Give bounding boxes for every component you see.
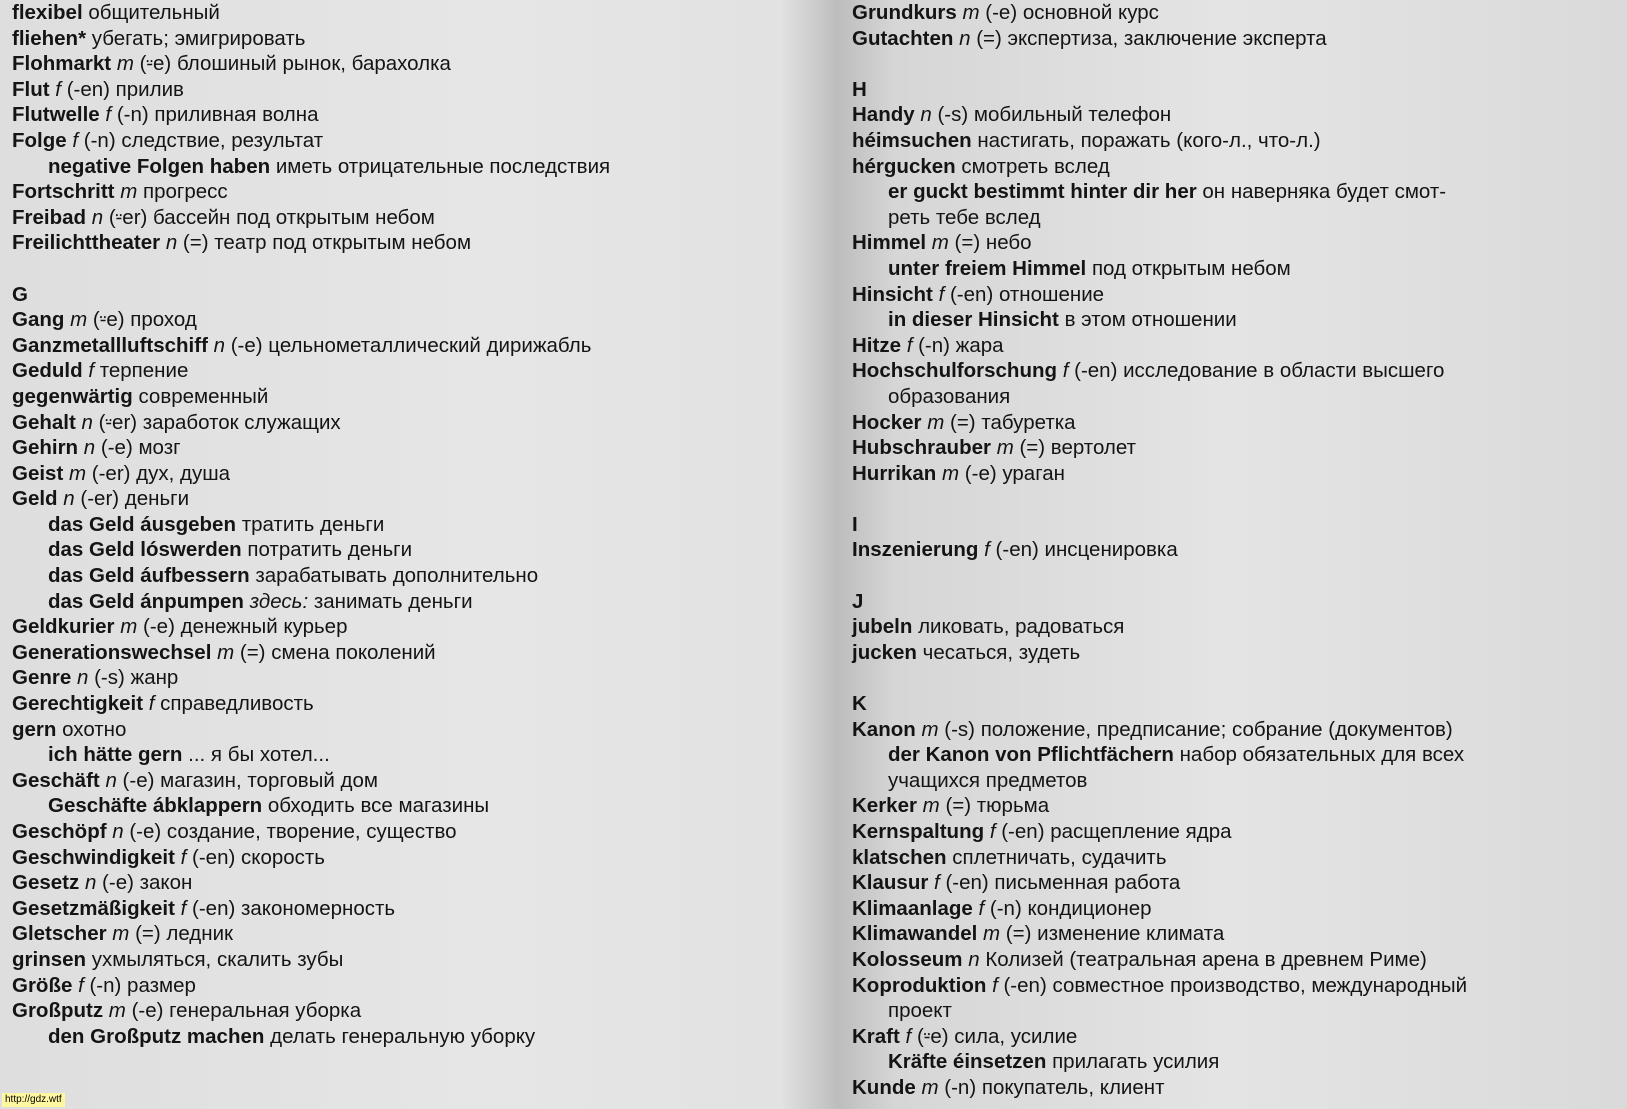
translation: (-en) инсценировка bbox=[995, 538, 1178, 562]
section-letter: H bbox=[852, 77, 867, 101]
headword: grinsen bbox=[12, 947, 87, 971]
gender-marker: m bbox=[931, 231, 949, 255]
translation: ... я бы хотел... bbox=[188, 743, 330, 767]
phrase: er guckt bestimmt hinter dir her bbox=[888, 180, 1197, 204]
dictionary-entry bbox=[12, 998, 832, 1024]
phrase: den Großputz machen bbox=[48, 1024, 265, 1048]
dictionary-entry bbox=[12, 461, 832, 487]
headword: Hitze bbox=[852, 333, 901, 357]
gender-marker: f bbox=[72, 128, 79, 152]
translation: (-en) исследование в области высшего bbox=[1074, 359, 1445, 383]
gender-marker: f bbox=[180, 896, 187, 920]
phrase-entry bbox=[852, 742, 1612, 768]
section-letter: G bbox=[12, 282, 28, 306]
gender-marker: n bbox=[112, 820, 124, 843]
dictionary-entry bbox=[12, 51, 832, 77]
translation: (⸚er) бассейн под открытым небом bbox=[108, 205, 435, 229]
headword: Größe bbox=[12, 973, 73, 997]
translation: зарабатывать дополнительно bbox=[255, 564, 539, 588]
translation: (-en) прилив bbox=[66, 77, 184, 101]
headword: Großputz bbox=[12, 999, 104, 1023]
dictionary-entry bbox=[12, 486, 832, 512]
headword: Hurrikan bbox=[852, 461, 937, 485]
translation: ухмыляться, скалить зубы bbox=[91, 947, 344, 971]
dictionary-entry bbox=[852, 26, 1612, 52]
gender-marker: n bbox=[91, 205, 104, 229]
translation: (=) небо bbox=[954, 231, 1032, 255]
translation: (-en) расщепление ядра bbox=[1001, 820, 1232, 843]
headword: hérgucken bbox=[852, 154, 956, 178]
dictionary-entry bbox=[12, 410, 832, 436]
dictionary-entry bbox=[12, 307, 832, 333]
translation: настигать, поражать (кого-л., что-л.) bbox=[977, 128, 1321, 152]
headword: Geschöpf bbox=[12, 820, 107, 843]
dictionary-entry bbox=[12, 947, 832, 973]
headword: Genre bbox=[12, 666, 72, 690]
translation: (-e) ураган bbox=[964, 461, 1065, 485]
phrase-entry bbox=[12, 589, 832, 615]
dictionary-entry bbox=[12, 845, 832, 871]
phrase: ich hätte gern bbox=[48, 743, 183, 767]
gender-marker: f bbox=[78, 973, 84, 997]
gender-marker: m bbox=[68, 461, 87, 485]
dictionary-entry bbox=[852, 870, 1612, 896]
translation: терпение bbox=[99, 359, 189, 383]
dictionary-entry bbox=[12, 973, 832, 999]
gender-marker: f bbox=[978, 896, 985, 920]
gender-marker: m bbox=[120, 180, 138, 204]
phrase: das Geld ánpumpen bbox=[48, 589, 244, 613]
headword: Freilichttheater bbox=[12, 231, 161, 255]
translation: (=) театр под открытым небом bbox=[182, 231, 472, 255]
headword: Gutachten bbox=[852, 26, 954, 50]
translation: (-en) письменная работа bbox=[945, 871, 1181, 895]
phrase: Geschäfte ábklappern bbox=[48, 794, 263, 818]
gender-marker: m bbox=[962, 1, 980, 24]
dictionary-entry bbox=[852, 896, 1612, 922]
translation: прогресс bbox=[142, 180, 228, 204]
translation: (-er) дух, душа bbox=[91, 461, 231, 485]
translation: (=) вертолет bbox=[1019, 436, 1136, 460]
phrase: unter freiem Himmel bbox=[888, 256, 1087, 280]
dictionary-entry bbox=[12, 128, 832, 154]
translation: (⸚e) блошиный рынок, барахолка bbox=[139, 52, 451, 76]
dictionary-entry bbox=[852, 793, 1612, 819]
blank-line bbox=[852, 665, 1612, 691]
dictionary-entry bbox=[852, 921, 1612, 947]
gender-marker: m bbox=[217, 640, 235, 664]
headword: Hubschrauber bbox=[852, 436, 991, 460]
translation: (-n) приливная волна bbox=[116, 103, 319, 127]
dictionary-entry bbox=[852, 819, 1612, 845]
translation: сплетничать, судачить bbox=[952, 845, 1167, 869]
dictionary-entry bbox=[12, 435, 832, 461]
headword: Kerker bbox=[852, 794, 917, 818]
headword: Hinsicht bbox=[852, 282, 933, 306]
dictionary-entry bbox=[852, 154, 1612, 180]
translation: (=) экспертиза, заключение эксперта bbox=[976, 26, 1327, 50]
gender-marker: f bbox=[992, 973, 998, 997]
headword: Ganzmetallluftschiff bbox=[12, 333, 208, 357]
phrase-entry bbox=[852, 307, 1612, 333]
blank-line bbox=[852, 486, 1612, 512]
translation: (=) тюрьма bbox=[945, 794, 1050, 818]
headword: Generationswechsel bbox=[12, 640, 212, 664]
headword: Fortschritt bbox=[12, 180, 115, 204]
translation: потратить деньги bbox=[247, 538, 413, 562]
dictionary-entry bbox=[12, 665, 832, 691]
translation: (⸚e) сила, усилие bbox=[916, 1024, 1078, 1048]
gender-marker: n bbox=[105, 768, 117, 792]
headword: Kraft bbox=[852, 1024, 900, 1048]
translation: (-s) положение, предписание; собрание (документов) bbox=[944, 717, 1453, 741]
headword: Folge bbox=[12, 128, 67, 152]
dictionary-entry bbox=[852, 614, 1612, 640]
headword: Flutwelle bbox=[12, 103, 100, 127]
dictionary-entry bbox=[12, 384, 832, 410]
translation: чесаться, зудеть bbox=[922, 640, 1081, 664]
translation: справедливость bbox=[160, 692, 314, 716]
headword: Gang bbox=[12, 308, 65, 332]
headword: Gesetz bbox=[12, 871, 80, 895]
dictionary-entry bbox=[12, 717, 832, 743]
phrase: Kräfte éinsetzen bbox=[888, 1050, 1047, 1074]
gender-marker: f bbox=[55, 77, 61, 101]
translation: (-en) скорость bbox=[192, 845, 325, 869]
phrase: das Geld áufbessern bbox=[48, 564, 250, 588]
headword: Geldkurier bbox=[12, 615, 115, 639]
gender-marker: m bbox=[927, 410, 945, 434]
gender-marker: f bbox=[148, 692, 155, 716]
gender-marker: m bbox=[120, 615, 138, 639]
translation: (-e) основной курс bbox=[985, 1, 1159, 24]
headword: Klausur bbox=[852, 871, 929, 895]
dictionary-entry bbox=[852, 845, 1612, 871]
translation: (-n) размер bbox=[89, 973, 196, 997]
usage-note: здесь: bbox=[249, 589, 309, 613]
gender-marker: n bbox=[76, 666, 89, 690]
gender-marker: m bbox=[116, 52, 134, 76]
headword: Kanon bbox=[852, 717, 916, 741]
watermark-url[interactable]: http://gdz.wtf bbox=[2, 1093, 65, 1107]
translation: охотно bbox=[62, 717, 127, 741]
gender-marker: n bbox=[968, 947, 980, 971]
gender-marker: f bbox=[934, 871, 940, 895]
phrase-entry bbox=[852, 256, 1612, 282]
dictionary-entry bbox=[852, 1075, 1612, 1101]
section-letter: J bbox=[852, 589, 864, 613]
headword: Grundkurs bbox=[852, 1, 957, 24]
phrase-entry bbox=[12, 154, 832, 180]
dictionary-entry bbox=[12, 205, 832, 231]
gender-marker: m bbox=[983, 922, 1001, 946]
gender-marker: n bbox=[165, 231, 178, 255]
headword: Gesetzmäßigkeit bbox=[12, 896, 175, 920]
headword: gegenwärtig bbox=[12, 384, 133, 408]
continuation-line: реть тебе вслед bbox=[888, 205, 1041, 229]
gender-marker: n bbox=[959, 26, 971, 50]
translation: под открытым небом bbox=[1091, 256, 1291, 280]
gender-marker: f bbox=[105, 103, 112, 127]
headword: jubeln bbox=[852, 615, 913, 639]
phrase: das Geld lóswerden bbox=[48, 538, 242, 562]
dictionary-entry bbox=[852, 0, 1612, 26]
headword: Koproduktion bbox=[852, 973, 987, 997]
gender-marker: m bbox=[942, 461, 960, 485]
dictionary-entry bbox=[12, 358, 832, 384]
phrase-entry bbox=[12, 512, 832, 538]
blank-line bbox=[12, 256, 832, 282]
headword: Gehirn bbox=[12, 436, 79, 460]
gender-marker: m bbox=[921, 717, 939, 741]
blank-line bbox=[852, 563, 1612, 589]
dictionary-entry bbox=[12, 333, 832, 359]
dictionary-entry bbox=[852, 537, 1612, 563]
translation: убегать; эмигрировать bbox=[91, 26, 306, 50]
dictionary-entry bbox=[12, 819, 832, 845]
phrase: der Kanon von Pflichtfächern bbox=[888, 743, 1174, 767]
translation: (-en) отношение bbox=[949, 282, 1105, 306]
translation: (=) смена поколений bbox=[239, 640, 436, 664]
gender-marker: n bbox=[63, 487, 75, 511]
dictionary-entry bbox=[852, 1024, 1612, 1050]
headword: klatschen bbox=[852, 845, 947, 869]
translation: (-e) денежный курьер bbox=[143, 615, 348, 639]
translation: смотреть вслед bbox=[961, 154, 1110, 178]
dictionary-entry bbox=[852, 358, 1612, 384]
headword: héimsuchen bbox=[852, 128, 972, 152]
dictionary-entry bbox=[852, 435, 1612, 461]
translation: (⸚e) проход bbox=[92, 308, 197, 332]
blank-line bbox=[852, 51, 1612, 77]
gender-marker: n bbox=[84, 871, 97, 895]
gender-marker: f bbox=[984, 538, 990, 562]
translation: (-e) мозг bbox=[100, 436, 181, 460]
translation: общительный bbox=[88, 1, 220, 24]
headword: Kernspaltung bbox=[852, 820, 985, 843]
translation: (-e) цельнометаллический дирижабль bbox=[230, 333, 592, 357]
dictionary-entry bbox=[12, 870, 832, 896]
headword: Flut bbox=[12, 77, 50, 101]
headword: flexibel bbox=[12, 1, 83, 24]
dictionary-entry bbox=[12, 691, 832, 717]
dictionary-entry bbox=[12, 0, 832, 26]
dictionary-entry bbox=[12, 614, 832, 640]
headword: Geld bbox=[12, 487, 58, 511]
gender-marker: n bbox=[83, 436, 96, 460]
headword: Handy bbox=[852, 103, 915, 127]
translation: (-e) закон bbox=[102, 871, 193, 895]
gender-marker: m bbox=[921, 1075, 939, 1099]
translation: в этом отношении bbox=[1064, 308, 1237, 332]
translation: обходить все магазины bbox=[267, 794, 490, 818]
headword: Hocker bbox=[852, 410, 922, 434]
translation: тратить деньги bbox=[241, 512, 385, 536]
dictionary-entry bbox=[12, 640, 832, 666]
gender-marker: f bbox=[938, 282, 945, 306]
translation: (⸚er) заработок служащих bbox=[98, 410, 341, 434]
translation: (-n) жара bbox=[918, 333, 1004, 357]
gender-marker: f bbox=[1062, 359, 1069, 383]
headword: Gletscher bbox=[12, 922, 107, 946]
dictionary-entry bbox=[852, 461, 1612, 487]
gender-marker: m bbox=[70, 308, 88, 332]
left-page-column bbox=[12, 0, 832, 1049]
headword: Flohmarkt bbox=[12, 52, 112, 76]
dictionary-entry bbox=[12, 921, 832, 947]
translation: прилагать усилия bbox=[1052, 1050, 1220, 1074]
translation: (-en) совместное производство, международный bbox=[1003, 973, 1468, 997]
dictionary-entry bbox=[12, 230, 832, 256]
dictionary-entry bbox=[852, 973, 1612, 999]
dictionary-entry bbox=[12, 768, 832, 794]
dictionary-entry bbox=[852, 640, 1612, 666]
translation: иметь отрицательные последствия bbox=[275, 154, 611, 178]
dictionary-entry bbox=[12, 26, 832, 52]
headword: Gehalt bbox=[12, 410, 76, 434]
headword: jucken bbox=[852, 640, 917, 664]
gender-marker: m bbox=[112, 922, 130, 946]
continuation-line: образования bbox=[888, 384, 1011, 408]
gender-marker: f bbox=[180, 845, 187, 869]
dictionary-entry bbox=[852, 333, 1612, 359]
dictionary-entry bbox=[852, 947, 1612, 973]
headword: Geist bbox=[12, 461, 64, 485]
headword: Klimaanlage bbox=[852, 896, 973, 920]
translation: (-n) следствие, результат bbox=[83, 128, 324, 152]
headword: Geduld bbox=[12, 359, 83, 383]
translation: (-e) создание, творение, существо bbox=[129, 820, 457, 843]
phrase-entry bbox=[12, 793, 832, 819]
translation: (-s) жанр bbox=[94, 666, 179, 690]
phrase: das Geld áusgeben bbox=[48, 512, 236, 536]
headword: Geschäft bbox=[12, 768, 100, 792]
dictionary-entry bbox=[852, 717, 1612, 743]
translation: Колизей (театральная арена в древнем Риме) bbox=[985, 947, 1427, 971]
phrase-entry bbox=[852, 179, 1612, 205]
gender-marker: n bbox=[81, 410, 93, 434]
translation: (=) изменение климата bbox=[1005, 922, 1225, 946]
translation: (=) ледник bbox=[135, 922, 233, 946]
translation: ликовать, радоваться bbox=[918, 615, 1125, 639]
translation: (-n) покупатель, клиент bbox=[944, 1075, 1165, 1099]
phrase-entry bbox=[12, 1024, 832, 1050]
headword: Kolosseum bbox=[852, 947, 963, 971]
translation: современный bbox=[138, 384, 269, 408]
right-page-column bbox=[852, 0, 1612, 1101]
translation: он наверняка будет смот- bbox=[1202, 180, 1447, 204]
gender-marker: f bbox=[989, 820, 996, 843]
gender-marker: f bbox=[88, 359, 95, 383]
dictionary-entry bbox=[12, 102, 832, 128]
continuation-line: проект bbox=[888, 999, 952, 1023]
headword: fliehen* bbox=[12, 26, 87, 50]
headword: Gerechtigkeit bbox=[12, 692, 144, 716]
headword: Himmel bbox=[852, 231, 927, 255]
translation: занимать деньги bbox=[313, 589, 473, 613]
section-letter: I bbox=[852, 512, 858, 536]
headword: Hochschulforschung bbox=[852, 359, 1058, 383]
section-letter: K bbox=[852, 692, 867, 716]
gender-marker: n bbox=[213, 333, 226, 357]
translation: (-en) закономерность bbox=[192, 896, 396, 920]
dictionary-entry bbox=[852, 410, 1612, 436]
dictionary-entry bbox=[852, 128, 1612, 154]
translation: делать генеральную уборку bbox=[270, 1024, 536, 1048]
phrase-entry bbox=[12, 537, 832, 563]
translation: (-e) магазин, торговый дом bbox=[122, 768, 378, 792]
translation: (-er) деньги bbox=[80, 487, 190, 511]
phrase-entry bbox=[12, 563, 832, 589]
continuation-line: учащихся предметов bbox=[888, 768, 1088, 792]
headword: Kunde bbox=[852, 1075, 916, 1099]
phrase-entry bbox=[852, 1049, 1612, 1075]
phrase: in dieser Hinsicht bbox=[888, 308, 1059, 332]
headword: Klimawandel bbox=[852, 922, 978, 946]
phrase: negative Folgen haben bbox=[48, 154, 271, 178]
gender-marker: f bbox=[906, 333, 913, 357]
gender-marker: m bbox=[108, 999, 126, 1023]
translation: (-s) мобильный телефон bbox=[937, 103, 1172, 127]
phrase-entry bbox=[12, 742, 832, 768]
headword: Freibad bbox=[12, 205, 87, 229]
translation: набор обязательных для всех bbox=[1179, 743, 1465, 767]
translation: (-e) генеральная уборка bbox=[131, 999, 362, 1023]
headword: Inszenierung bbox=[852, 538, 979, 562]
dictionary-entry bbox=[852, 230, 1612, 256]
headword: gern bbox=[12, 717, 57, 741]
dictionary-entry bbox=[12, 77, 832, 103]
gender-marker: f bbox=[905, 1024, 912, 1048]
gender-marker: n bbox=[920, 103, 932, 127]
gender-marker: m bbox=[922, 794, 940, 818]
translation: (-n) кондиционер bbox=[989, 896, 1152, 920]
dictionary-entry bbox=[12, 179, 832, 205]
translation: (=) табуретка bbox=[950, 410, 1076, 434]
headword: Geschwindigkeit bbox=[12, 845, 175, 869]
dictionary-entry bbox=[12, 896, 832, 922]
gender-marker: m bbox=[996, 436, 1014, 460]
dictionary-entry bbox=[852, 282, 1612, 308]
dictionary-entry bbox=[852, 102, 1612, 128]
